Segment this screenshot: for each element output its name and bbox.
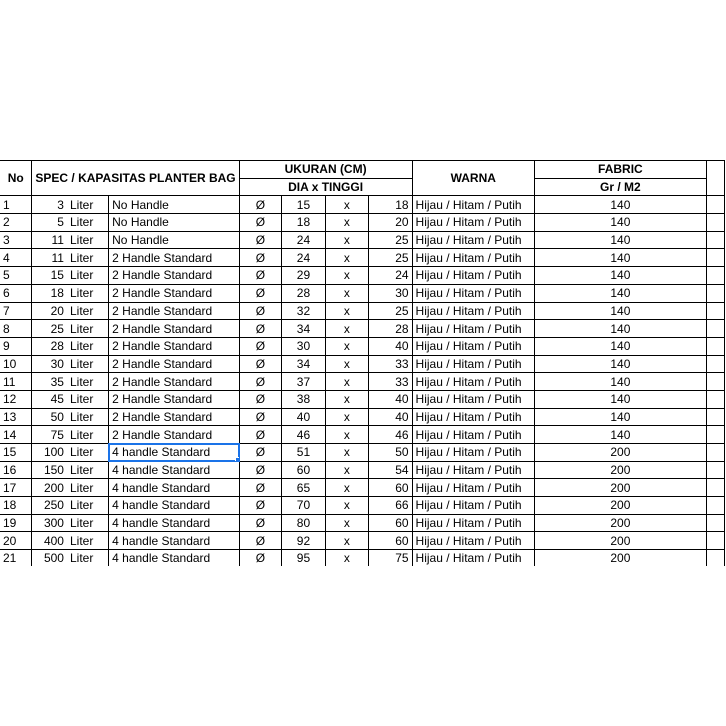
cell-diameter-symbol[interactable]: Ø xyxy=(239,550,281,568)
cell-gr-m2[interactable]: 140 xyxy=(534,426,706,444)
cell-times[interactable]: x xyxy=(325,497,368,515)
cell-unit[interactable]: Liter xyxy=(67,514,109,532)
cell-no[interactable]: 20 xyxy=(0,532,32,550)
cell-diameter-symbol[interactable]: Ø xyxy=(239,196,281,214)
cell-height[interactable]: 66 xyxy=(368,497,412,515)
cell-capacity[interactable]: 28 xyxy=(32,337,67,355)
cell-gr-m2[interactable]: 140 xyxy=(534,408,706,426)
cell-diameter-symbol[interactable]: Ø xyxy=(239,514,281,532)
cell-diameter-symbol[interactable]: Ø xyxy=(239,320,281,338)
cell-unit[interactable]: Liter xyxy=(67,373,109,391)
cell-no[interactable]: 17 xyxy=(0,479,32,497)
cell-capacity[interactable]: 20 xyxy=(32,302,67,320)
table-row xyxy=(0,320,725,338)
cell-capacity[interactable]: 300 xyxy=(32,514,67,532)
table-row xyxy=(0,373,725,391)
empty-cell[interactable] xyxy=(706,514,724,532)
cell-times[interactable]: x xyxy=(325,550,368,568)
cell-capacity[interactable]: 400 xyxy=(32,532,67,550)
table-row xyxy=(0,461,725,479)
cell-gr-m2[interactable]: 200 xyxy=(534,497,706,515)
cell-diameter-symbol[interactable]: Ø xyxy=(239,337,281,355)
empty-cell[interactable] xyxy=(706,461,724,479)
cell-capacity[interactable]: 50 xyxy=(32,408,67,426)
cell-height[interactable]: 20 xyxy=(368,214,412,232)
table-row xyxy=(0,497,725,515)
cell-no[interactable]: 13 xyxy=(0,408,32,426)
cell-diameter-symbol[interactable]: Ø xyxy=(239,267,281,285)
empty-cell[interactable] xyxy=(706,320,724,338)
cell-color[interactable]: Hijau / Hitam / Putih xyxy=(412,426,534,444)
cell-unit[interactable]: Liter xyxy=(67,497,109,515)
cell-times[interactable]: x xyxy=(325,532,368,550)
cell-height[interactable]: 33 xyxy=(368,355,412,373)
cell-handle[interactable]: 2 Handle Standard xyxy=(109,408,240,426)
cell-no[interactable]: 7 xyxy=(0,302,32,320)
cell-diameter-symbol[interactable]: Ø xyxy=(239,390,281,408)
empty-cell[interactable] xyxy=(706,302,724,320)
cell-gr-m2[interactable]: 140 xyxy=(534,196,706,214)
cell-handle[interactable]: 2 Handle Standard xyxy=(109,320,240,338)
table-row xyxy=(0,479,725,497)
cell-no[interactable]: 16 xyxy=(0,461,32,479)
cell-color[interactable]: Hijau / Hitam / Putih xyxy=(412,497,534,515)
cell-no[interactable]: 5 xyxy=(0,267,32,285)
empty-cell[interactable] xyxy=(706,444,724,462)
cell-diameter-symbol[interactable]: Ø xyxy=(239,373,281,391)
table-row xyxy=(0,337,725,355)
header-gr-m2[interactable]: Gr / M2 xyxy=(534,178,706,196)
cell-no[interactable]: 11 xyxy=(0,373,32,391)
cell-height[interactable]: 25 xyxy=(368,249,412,267)
table-row xyxy=(0,408,725,426)
cell-diameter[interactable]: 80 xyxy=(282,514,326,532)
cell-diameter[interactable]: 24 xyxy=(282,231,326,249)
cell-capacity[interactable]: 25 xyxy=(32,320,67,338)
table-row xyxy=(0,532,725,550)
cell-color[interactable]: Hijau / Hitam / Putih xyxy=(412,355,534,373)
cell-height[interactable]: 60 xyxy=(368,532,412,550)
cell-unit[interactable]: Liter xyxy=(67,284,109,302)
cell-diameter-symbol[interactable]: Ø xyxy=(239,461,281,479)
cell-height[interactable]: 40 xyxy=(368,337,412,355)
cell-times[interactable]: x xyxy=(325,249,368,267)
cell-handle[interactable]: 2 Handle Standard xyxy=(109,284,240,302)
cell-handle[interactable]: 2 Handle Standard xyxy=(109,302,240,320)
header-fabric[interactable]: FABRIC xyxy=(534,161,706,179)
planter-bag-spec-table xyxy=(0,160,725,568)
cell-color[interactable]: Hijau / Hitam / Putih xyxy=(412,231,534,249)
table-row xyxy=(0,550,725,568)
cell-diameter[interactable]: 34 xyxy=(282,355,326,373)
cell-no[interactable]: 21 xyxy=(0,550,32,568)
blank-area xyxy=(0,566,726,726)
cell-handle[interactable]: No Handle xyxy=(109,231,240,249)
cell-diameter-symbol[interactable]: Ø xyxy=(239,214,281,232)
header-dia-tinggi[interactable]: DIA x TINGGI xyxy=(239,178,412,196)
empty-cell[interactable] xyxy=(706,249,724,267)
cell-height[interactable]: 24 xyxy=(368,267,412,285)
cell-capacity[interactable]: 250 xyxy=(32,497,67,515)
cell-color[interactable]: Hijau / Hitam / Putih xyxy=(412,461,534,479)
cell-times[interactable]: x xyxy=(325,337,368,355)
cell-handle[interactable]: No Handle xyxy=(109,196,240,214)
cell-color[interactable]: Hijau / Hitam / Putih xyxy=(412,337,534,355)
cell-unit[interactable]: Liter xyxy=(67,550,109,568)
cell-gr-m2[interactable]: 140 xyxy=(534,337,706,355)
cell-handle[interactable]: 2 Handle Standard xyxy=(109,390,240,408)
cell-diameter-symbol[interactable]: Ø xyxy=(239,231,281,249)
cell-no[interactable]: 9 xyxy=(0,337,32,355)
table-row xyxy=(0,302,725,320)
cell-no[interactable]: 19 xyxy=(0,514,32,532)
cell-times[interactable]: x xyxy=(325,426,368,444)
cell-no[interactable]: 4 xyxy=(0,249,32,267)
empty-cell[interactable] xyxy=(706,408,724,426)
cell-gr-m2[interactable]: 140 xyxy=(534,320,706,338)
cell-diameter[interactable]: 18 xyxy=(282,214,326,232)
cell-unit[interactable]: Liter xyxy=(67,390,109,408)
cell-diameter[interactable]: 60 xyxy=(282,461,326,479)
cell-diameter-symbol[interactable]: Ø xyxy=(239,284,281,302)
table-row xyxy=(0,214,725,232)
cell-color[interactable]: Hijau / Hitam / Putih xyxy=(412,284,534,302)
cell-unit[interactable]: Liter xyxy=(67,267,109,285)
cell-height[interactable]: 46 xyxy=(368,426,412,444)
cell-gr-m2[interactable]: 200 xyxy=(534,514,706,532)
cell-handle[interactable]: No Handle xyxy=(109,214,240,232)
cell-capacity[interactable]: 200 xyxy=(32,479,67,497)
cell-diameter[interactable]: 24 xyxy=(282,249,326,267)
cell-times[interactable]: x xyxy=(325,302,368,320)
cell-height[interactable]: 25 xyxy=(368,231,412,249)
cell-gr-m2[interactable]: 140 xyxy=(534,284,706,302)
cell-handle[interactable]: 4 handle Standard xyxy=(109,444,240,462)
table-row xyxy=(0,284,725,302)
cell-handle[interactable]: 4 handle Standard xyxy=(109,550,240,568)
cell-no[interactable]: 3 xyxy=(0,231,32,249)
cell-color[interactable]: Hijau / Hitam / Putih xyxy=(412,249,534,267)
header-no[interactable]: No xyxy=(0,161,32,196)
cell-capacity[interactable]: 5 xyxy=(32,214,67,232)
cell-handle[interactable]: 4 handle Standard xyxy=(109,479,240,497)
cell-height[interactable]: 18 xyxy=(368,196,412,214)
cell-diameter[interactable]: 15 xyxy=(282,196,326,214)
empty-cell[interactable] xyxy=(706,550,724,568)
cell-times[interactable]: x xyxy=(325,373,368,391)
header-ukuran[interactable]: UKURAN (CM) xyxy=(239,161,412,179)
cell-color[interactable]: Hijau / Hitam / Putih xyxy=(412,214,534,232)
cell-color[interactable]: Hijau / Hitam / Putih xyxy=(412,267,534,285)
cell-handle[interactable]: 4 handle Standard xyxy=(109,514,240,532)
cell-handle[interactable]: 2 Handle Standard xyxy=(109,249,240,267)
cell-gr-m2[interactable]: 140 xyxy=(534,267,706,285)
empty-cell[interactable] xyxy=(706,214,724,232)
cell-handle[interactable]: 2 Handle Standard xyxy=(109,355,240,373)
cell-unit[interactable]: Liter xyxy=(67,461,109,479)
cell-diameter[interactable]: 40 xyxy=(282,408,326,426)
cell-height[interactable]: 28 xyxy=(368,320,412,338)
cell-times[interactable]: x xyxy=(325,479,368,497)
cell-unit[interactable]: Liter xyxy=(67,444,109,462)
cell-diameter-symbol[interactable]: Ø xyxy=(239,426,281,444)
cell-gr-m2[interactable]: 140 xyxy=(534,231,706,249)
empty-cell[interactable] xyxy=(706,479,724,497)
cell-gr-m2[interactable]: 140 xyxy=(534,390,706,408)
cell-unit[interactable]: Liter xyxy=(67,355,109,373)
cell-unit[interactable]: Liter xyxy=(67,214,109,232)
cell-unit[interactable]: Liter xyxy=(67,532,109,550)
cell-diameter[interactable]: 46 xyxy=(282,426,326,444)
cell-capacity[interactable]: 11 xyxy=(32,249,67,267)
cell-diameter-symbol[interactable]: Ø xyxy=(239,249,281,267)
cell-diameter[interactable]: 28 xyxy=(282,284,326,302)
cell-no[interactable]: 10 xyxy=(0,355,32,373)
cell-height[interactable]: 54 xyxy=(368,461,412,479)
cell-diameter-symbol[interactable]: Ø xyxy=(239,444,281,462)
cell-diameter[interactable]: 51 xyxy=(282,444,326,462)
cell-handle[interactable]: 4 handle Standard xyxy=(109,497,240,515)
cell-no[interactable]: 8 xyxy=(0,320,32,338)
cell-capacity[interactable]: 45 xyxy=(32,390,67,408)
cell-unit[interactable]: Liter xyxy=(67,479,109,497)
cell-times[interactable]: x xyxy=(325,355,368,373)
cell-diameter[interactable]: 95 xyxy=(282,550,326,568)
cell-color[interactable]: Hijau / Hitam / Putih xyxy=(412,373,534,391)
table-row xyxy=(0,444,725,462)
cell-times[interactable]: x xyxy=(325,390,368,408)
cell-capacity[interactable]: 15 xyxy=(32,267,67,285)
cell-capacity[interactable]: 500 xyxy=(32,550,67,568)
cell-color[interactable]: Hijau / Hitam / Putih xyxy=(412,514,534,532)
cell-handle[interactable]: 2 Handle Standard xyxy=(109,373,240,391)
cell-times[interactable]: x xyxy=(325,320,368,338)
cell-no[interactable]: 12 xyxy=(0,390,32,408)
cell-color[interactable]: Hijau / Hitam / Putih xyxy=(412,444,534,462)
header-warna[interactable]: WARNA xyxy=(412,161,534,196)
empty-cell[interactable] xyxy=(706,373,724,391)
cell-handle[interactable]: 4 handle Standard xyxy=(109,461,240,479)
empty-cell[interactable] xyxy=(706,337,724,355)
cell-no[interactable]: 1 xyxy=(0,196,32,214)
cell-no[interactable]: 6 xyxy=(0,284,32,302)
table-row xyxy=(0,267,725,285)
header-row-1 xyxy=(0,161,725,179)
cell-times[interactable]: x xyxy=(325,214,368,232)
cell-diameter[interactable]: 30 xyxy=(282,337,326,355)
cell-height[interactable]: 25 xyxy=(368,302,412,320)
empty-cell[interactable] xyxy=(706,161,724,196)
cell-color[interactable]: Hijau / Hitam / Putih xyxy=(412,196,534,214)
empty-cell[interactable] xyxy=(706,196,724,214)
empty-cell[interactable] xyxy=(706,284,724,302)
cell-capacity[interactable]: 30 xyxy=(32,355,67,373)
cell-unit[interactable]: Liter xyxy=(67,426,109,444)
cell-diameter-symbol[interactable]: Ø xyxy=(239,355,281,373)
cell-height[interactable]: 75 xyxy=(368,550,412,568)
cell-handle[interactable]: 2 Handle Standard xyxy=(109,426,240,444)
cell-color[interactable]: Hijau / Hitam / Putih xyxy=(412,302,534,320)
cell-no[interactable]: 15 xyxy=(0,444,32,462)
cell-height[interactable]: 30 xyxy=(368,284,412,302)
cell-gr-m2[interactable]: 200 xyxy=(534,479,706,497)
empty-cell[interactable] xyxy=(706,267,724,285)
cell-capacity[interactable]: 11 xyxy=(32,231,67,249)
cell-times[interactable]: x xyxy=(325,408,368,426)
cell-diameter-symbol[interactable]: Ø xyxy=(239,497,281,515)
empty-cell[interactable] xyxy=(706,355,724,373)
cell-color[interactable]: Hijau / Hitam / Putih xyxy=(412,479,534,497)
cell-diameter[interactable]: 29 xyxy=(282,267,326,285)
cell-capacity[interactable]: 18 xyxy=(32,284,67,302)
table-row xyxy=(0,514,725,532)
empty-cell[interactable] xyxy=(706,497,724,515)
cell-capacity[interactable]: 150 xyxy=(32,461,67,479)
empty-cell[interactable] xyxy=(706,426,724,444)
cell-capacity[interactable]: 100 xyxy=(32,444,67,462)
cell-gr-m2[interactable]: 200 xyxy=(534,444,706,462)
header-spec[interactable]: SPEC / KAPASITAS PLANTER BAG xyxy=(32,161,239,196)
cell-unit[interactable]: Liter xyxy=(67,320,109,338)
cell-color[interactable]: Hijau / Hitam / Putih xyxy=(412,390,534,408)
cell-times[interactable]: x xyxy=(325,461,368,479)
cell-diameter[interactable]: 34 xyxy=(282,320,326,338)
cell-handle[interactable]: 4 handle Standard xyxy=(109,532,240,550)
cell-diameter[interactable]: 65 xyxy=(282,479,326,497)
table-row xyxy=(0,426,725,444)
empty-cell[interactable] xyxy=(706,231,724,249)
cell-times[interactable]: x xyxy=(325,196,368,214)
cell-color[interactable]: Hijau / Hitam / Putih xyxy=(412,320,534,338)
cell-diameter-symbol[interactable]: Ø xyxy=(239,479,281,497)
cell-height[interactable]: 40 xyxy=(368,408,412,426)
cell-unit[interactable]: Liter xyxy=(67,196,109,214)
cell-diameter[interactable]: 92 xyxy=(282,532,326,550)
cell-unit[interactable]: Liter xyxy=(67,408,109,426)
cell-capacity[interactable]: 35 xyxy=(32,373,67,391)
cell-gr-m2[interactable]: 140 xyxy=(534,373,706,391)
cell-diameter[interactable]: 70 xyxy=(282,497,326,515)
cell-color[interactable]: Hijau / Hitam / Putih xyxy=(412,532,534,550)
cell-height[interactable]: 50 xyxy=(368,444,412,462)
cell-height[interactable]: 40 xyxy=(368,390,412,408)
cell-handle[interactable]: 2 Handle Standard xyxy=(109,337,240,355)
cell-gr-m2[interactable]: 140 xyxy=(534,214,706,232)
cell-diameter-symbol[interactable]: Ø xyxy=(239,302,281,320)
cell-times[interactable]: x xyxy=(325,284,368,302)
cell-color[interactable]: Hijau / Hitam / Putih xyxy=(412,408,534,426)
cell-gr-m2[interactable]: 140 xyxy=(534,249,706,267)
cell-no[interactable]: 2 xyxy=(0,214,32,232)
cell-diameter[interactable]: 37 xyxy=(282,373,326,391)
cell-gr-m2[interactable]: 140 xyxy=(534,302,706,320)
table-row xyxy=(0,355,725,373)
cell-handle[interactable]: 2 Handle Standard xyxy=(109,267,240,285)
cell-times[interactable]: x xyxy=(325,267,368,285)
cell-unit[interactable]: Liter xyxy=(67,337,109,355)
table-row xyxy=(0,390,725,408)
cell-unit[interactable]: Liter xyxy=(67,231,109,249)
table-row xyxy=(0,249,725,267)
cell-gr-m2[interactable]: 200 xyxy=(534,461,706,479)
table-row xyxy=(0,196,725,214)
cell-unit[interactable]: Liter xyxy=(67,249,109,267)
cell-diameter-symbol[interactable]: Ø xyxy=(239,532,281,550)
cell-height[interactable]: 33 xyxy=(368,373,412,391)
cell-gr-m2[interactable]: 200 xyxy=(534,550,706,568)
cell-height[interactable]: 60 xyxy=(368,514,412,532)
selection-fill-handle[interactable] xyxy=(235,457,240,462)
cell-diameter[interactable]: 38 xyxy=(282,390,326,408)
cell-diameter[interactable]: 32 xyxy=(282,302,326,320)
cell-height[interactable]: 60 xyxy=(368,479,412,497)
table-row xyxy=(0,231,725,249)
cell-diameter-symbol[interactable]: Ø xyxy=(239,408,281,426)
cell-capacity[interactable]: 75 xyxy=(32,426,67,444)
cell-times[interactable]: x xyxy=(325,514,368,532)
cell-gr-m2[interactable]: 200 xyxy=(534,532,706,550)
cell-times[interactable]: x xyxy=(325,444,368,462)
cell-capacity[interactable]: 3 xyxy=(32,196,67,214)
cell-unit[interactable]: Liter xyxy=(67,302,109,320)
cell-gr-m2[interactable]: 140 xyxy=(534,355,706,373)
empty-cell[interactable] xyxy=(706,390,724,408)
empty-cell[interactable] xyxy=(706,532,724,550)
cell-no[interactable]: 18 xyxy=(0,497,32,515)
cell-no[interactable]: 14 xyxy=(0,426,32,444)
cell-color[interactable]: Hijau / Hitam / Putih xyxy=(412,550,534,568)
cell-times[interactable]: x xyxy=(325,231,368,249)
